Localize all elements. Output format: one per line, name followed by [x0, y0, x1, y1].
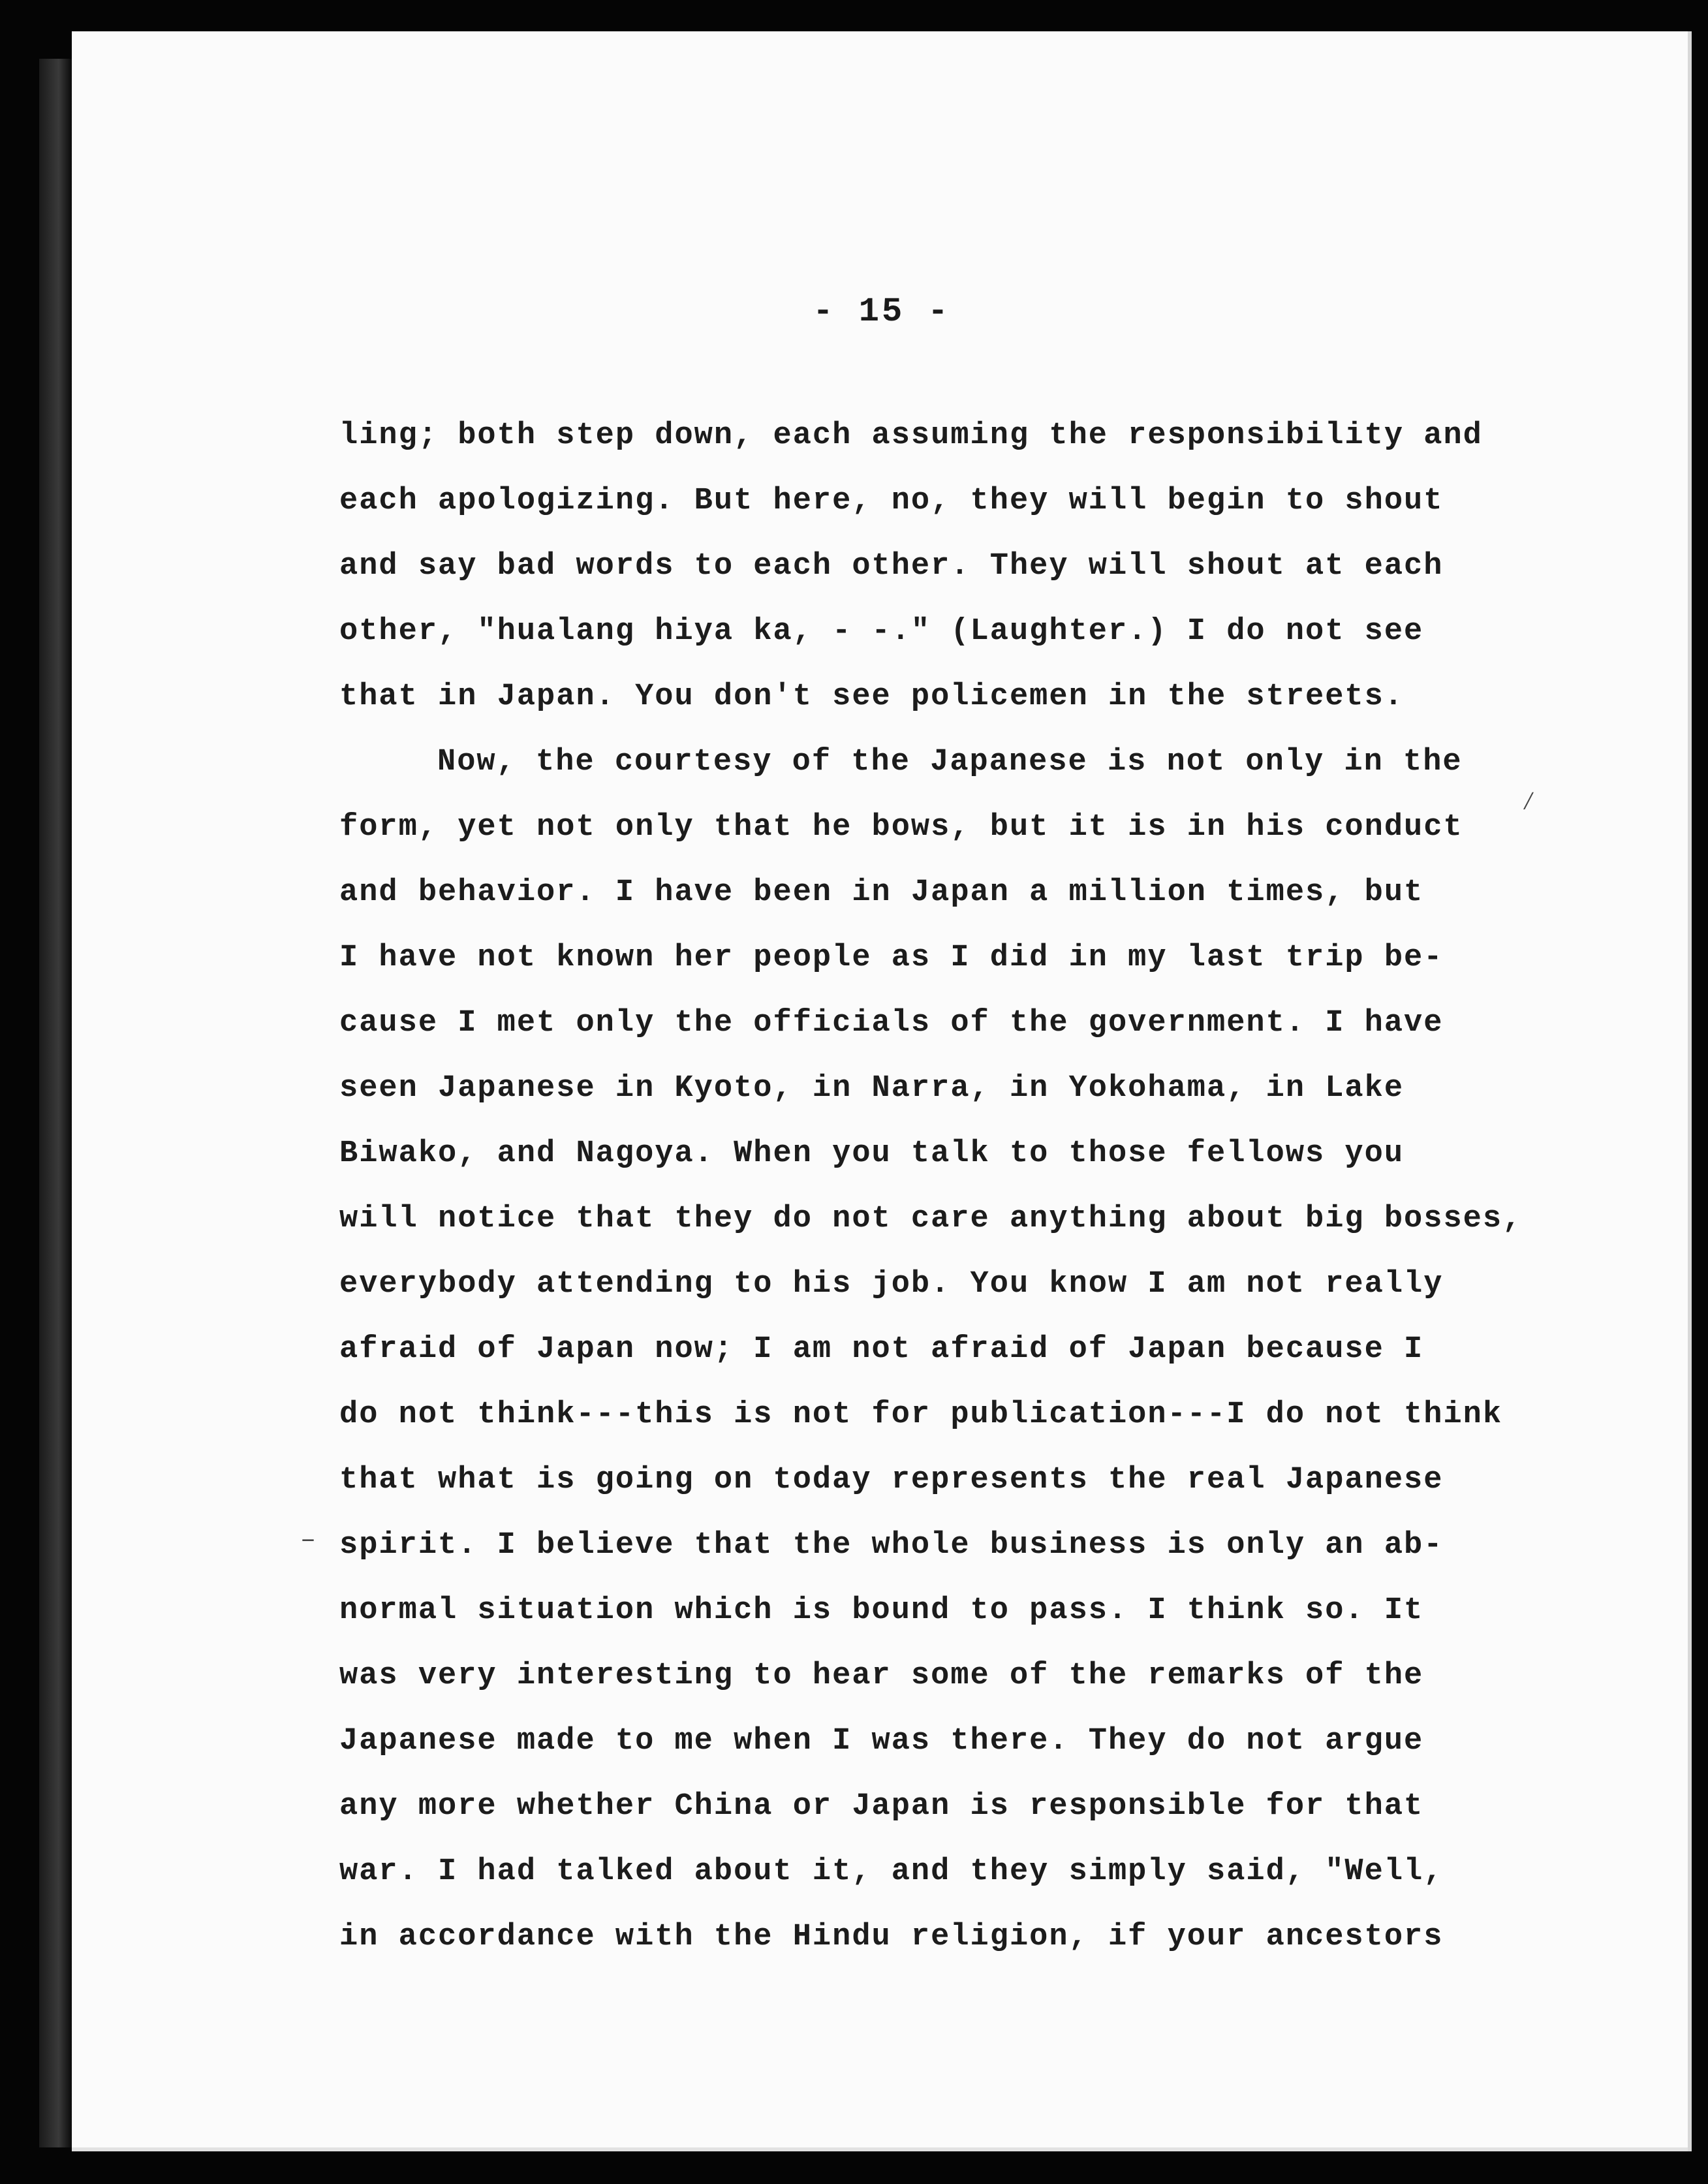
text-line: ling; both step down, each assuming the responsibility and — [339, 418, 1483, 453]
text-line: war. I had talked about it, and they simply said, "Well, — [339, 1854, 1444, 1889]
text-line: spirit. I believe that the whole business is only an ab- — [339, 1528, 1444, 1563]
text-line: any more whether China or Japan is responsible for that — [339, 1789, 1424, 1824]
margin-mark: – — [300, 1526, 317, 1555]
text-line: Biwako, and Nagoya. When you talk to those fellows you — [339, 1136, 1405, 1171]
text-line: cause I met only the officials of the government. I have — [339, 1006, 1444, 1040]
text-line: form, yet not only that he bows, but it is in his conduct — [339, 810, 1463, 845]
text-line: will notice that they do not care anything about big bosses, — [339, 1202, 1523, 1236]
text-line: afraid of Japan now; I am not afraid of Japan because I — [339, 1332, 1424, 1367]
page-edge-shadow — [39, 59, 72, 2147]
text-line: I have not known her people as I did in my last trip be- — [339, 941, 1444, 975]
text-line: that in Japan. You don't see policemen in the streets. — [339, 679, 1405, 714]
document-page — [72, 31, 1692, 2151]
text-line: seen Japanese in Kyoto, in Narra, in Yokohama, in Lake — [339, 1071, 1405, 1106]
margin-mark: ⁄ — [1521, 788, 1537, 818]
text-line: everybody attending to his job. You know I am not really — [339, 1267, 1444, 1302]
text-line: and behavior. I have been in Japan a million times, but — [339, 875, 1424, 910]
text-line: was very interesting to hear some of the remarks of the — [339, 1659, 1424, 1693]
text-line: do not think---this is not for publication---I do not think — [339, 1397, 1503, 1432]
text-line: and say bad words to each other. They will shout at each — [339, 549, 1444, 584]
text-line: Japanese made to me when I was there. They do not argue — [339, 1724, 1424, 1758]
text-line: normal situation which is bound to pass. I think so. It — [339, 1593, 1424, 1628]
text-line: that what is going on today represents the real Japanese — [339, 1463, 1444, 1497]
text-line: other, "hualang hiya ka, - -." (Laughter.) I do not see — [339, 614, 1424, 649]
page-number: - 15 - — [813, 292, 951, 331]
body-text — [339, 403, 1612, 1970]
paragraph-start-line: Now, the courtesy of the Japanese is not only in the — [437, 745, 1463, 779]
text-line: in accordance with the Hindu religion, if your ancestors — [339, 1920, 1444, 1954]
text-line: each apologizing. But here, no, they will begin to shout — [339, 484, 1444, 518]
